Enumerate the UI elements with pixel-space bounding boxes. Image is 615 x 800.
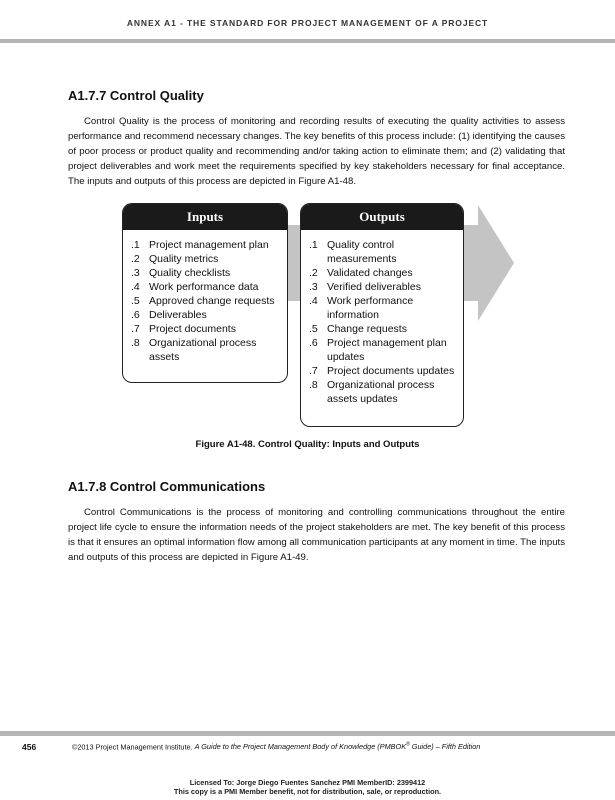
output-item: .2 Validated changes [309,267,413,279]
running-header: ANNEX A1 - THE STANDARD FOR PROJECT MANAGEMENT OF A PROJECT [126,18,489,28]
inputs-list [123,230,287,370]
input-item: .2 Quality metrics [131,253,219,265]
output-item: .4 Work performance information [309,295,414,321]
paragraph-control-quality: Control Quality is the process of monitoring and recording results of executing the quality activities to assess performance and recommend necessary changes. The key benefits of this process include: (1) identifying the causes of poor process or product quality and recommending and/or taking action to eliminate them; and (2) validating that project deliverables and work meet the requirements specified by key stakeholders necessary for final acceptance. The inputs and outputs of this process are depicted in Figure A1-48. [68,116,565,187]
output-item: .5 Change requests [309,323,407,335]
footer-citation [72,742,480,751]
license-line-1: Licensed To: Jorge Diego Fuentes Sanchez PMI MemberID: 2399412 [189,778,426,787]
output-item: .3 Verified deliverables [309,281,421,293]
footer-rule [0,731,615,736]
section-heading-control-quality: A1.7.7 Control Quality [68,88,204,103]
outputs-title: Outputs [301,204,463,230]
footer-book-title: A Guide to the Project Management Body of Knowledge (PMBOK® Guide) – Fifth Edition [194,742,481,752]
inputs-title: Inputs [123,204,287,230]
paragraph-control-communications: Control Communications is the process of monitoring and controlling communications throughout the entire project life cycle to ensure the information needs of the project stakeholders are met. The key benefit of this process is that it ensures an optimal information flow among all communication participants at any moment in time. The inputs and outputs of this process are depicted in Figure A1-49. [68,507,565,563]
footer-copyright: ©2013 Project Management Institute. [72,742,193,752]
input-item: .3 Quality checklists [131,267,231,279]
input-item: .6 Deliverables [131,309,207,321]
figure-caption: Figure A1-48. Control Quality: Inputs and Outputs [195,439,420,450]
input-item: .5 Approved change requests [131,295,275,307]
outputs-list [301,230,463,412]
figure-inputs-outputs [122,203,517,428]
license-line-2: This copy is a PMI Member benefit, not for distribution, sale, or reproduction. [173,787,442,796]
input-item: .7 Project documents [131,323,236,335]
header-rule [0,39,615,43]
page-number: 456 [22,742,37,752]
output-item: .1 Quality control measurements [309,239,397,265]
output-item: .7 Project documents updates [309,365,455,377]
input-item: .8 Organizational process assets [131,337,257,363]
section-heading-control-communications: A1.7.8 Control Communications [68,479,266,494]
outputs-box [300,203,464,427]
input-item: .1 Project management plan [131,239,269,251]
input-item: .4 Work performance data [131,281,259,293]
inputs-box [122,203,288,383]
output-item: .6 Project management plan updates [309,337,447,363]
output-item: .8 Organizational process assets updates [309,379,435,405]
